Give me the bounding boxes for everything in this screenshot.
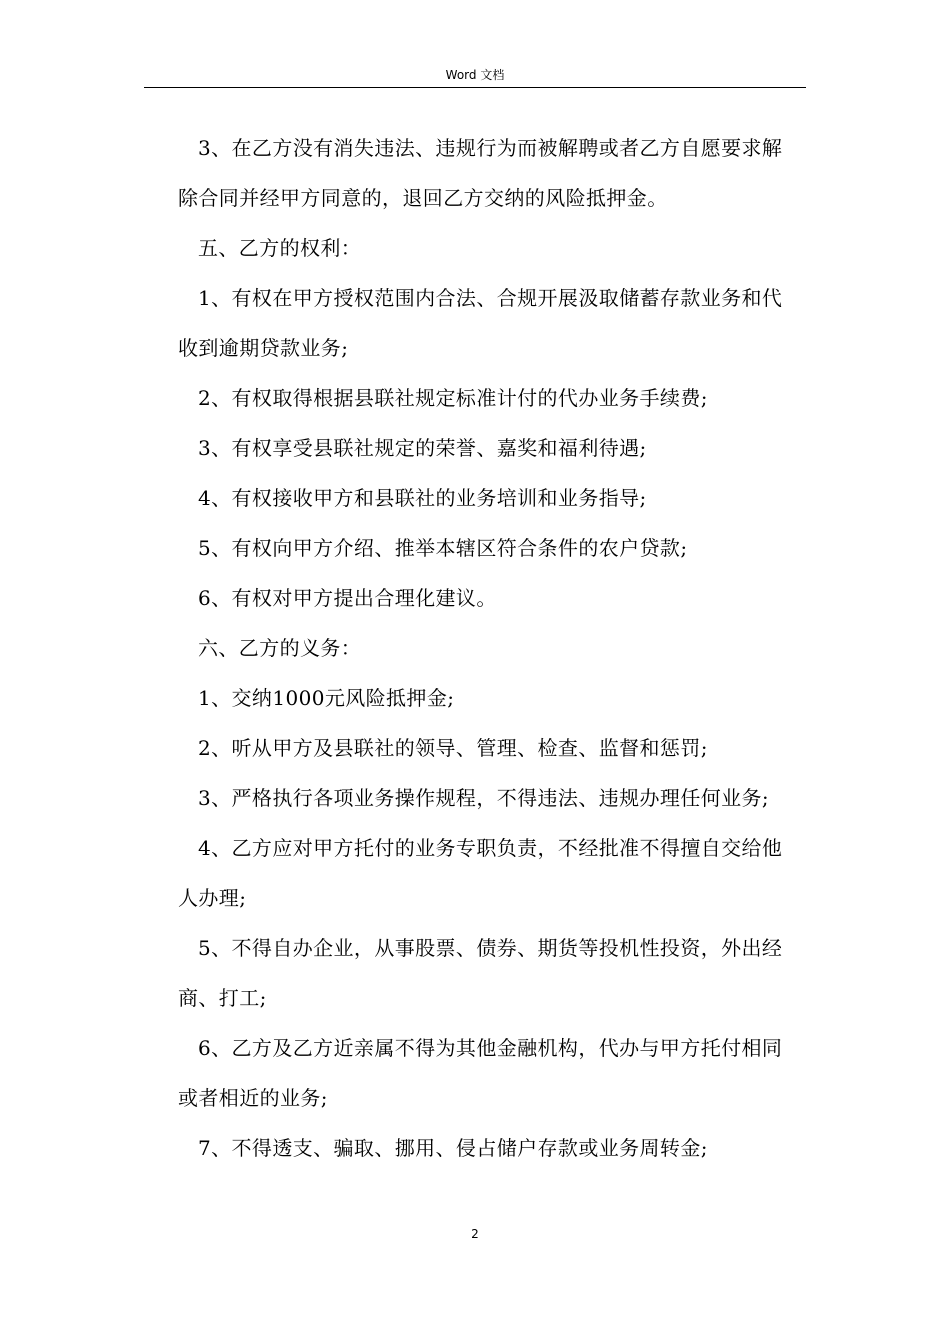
header-divider xyxy=(144,87,806,88)
page-number: 2 xyxy=(471,1227,479,1241)
paragraph: 6、有权对甲方提出合理化建议。 xyxy=(198,586,497,610)
paragraph: 2、有权取得根据县联社规定标准计付的代办业务手续费; xyxy=(198,386,708,410)
paragraph: 1、有权在甲方授权范围内合法、合规开展汲取储蓄存款业务和代收到逾期贷款业务; xyxy=(178,286,783,360)
section-heading: 六、乙方的义务： xyxy=(198,636,362,660)
paragraph: 1、交纳1000元风险抵押金; xyxy=(198,686,455,710)
header-title: Word 文档 xyxy=(445,68,505,82)
page-header xyxy=(144,66,806,90)
section-heading: 五、乙方的权利： xyxy=(198,236,362,260)
paragraph: 3、在乙方没有消失违法、违规行为而被解聘或者乙方自愿要求解除合同并经甲方同意的，退回乙方交纳的风险抵押金。 xyxy=(178,136,783,210)
paragraph: 7、不得透支、骗取、挪用、侵占储户存款或业务周转金; xyxy=(198,1136,708,1160)
paragraph: 5、不得自办企业，从事股票、债券、期货等投机性投资，外出经商、打工; xyxy=(178,936,783,1010)
paragraph: 4、有权接收甲方和县联社的业务培训和业务指导; xyxy=(198,486,647,510)
paragraph: 3、严格执行各项业务操作规程，不得违法、违规办理任何业务; xyxy=(198,786,770,810)
paragraph: 4、乙方应对甲方托付的业务专职负责，不经批准不得擅自交给他人办理; xyxy=(178,836,783,910)
paragraph: 5、有权向甲方介绍、推举本辖区符合条件的农户贷款; xyxy=(198,536,688,560)
document-body xyxy=(178,123,792,1173)
paragraph: 2、听从甲方及县联社的领导、管理、检查、监督和惩罚; xyxy=(198,736,708,760)
paragraph: 6、乙方及乙方近亲属不得为其他金融机构，代办与甲方托付相同或者相近的业务; xyxy=(178,1036,783,1110)
paragraph: 3、有权享受县联社规定的荣誉、嘉奖和福利待遇; xyxy=(198,436,647,460)
